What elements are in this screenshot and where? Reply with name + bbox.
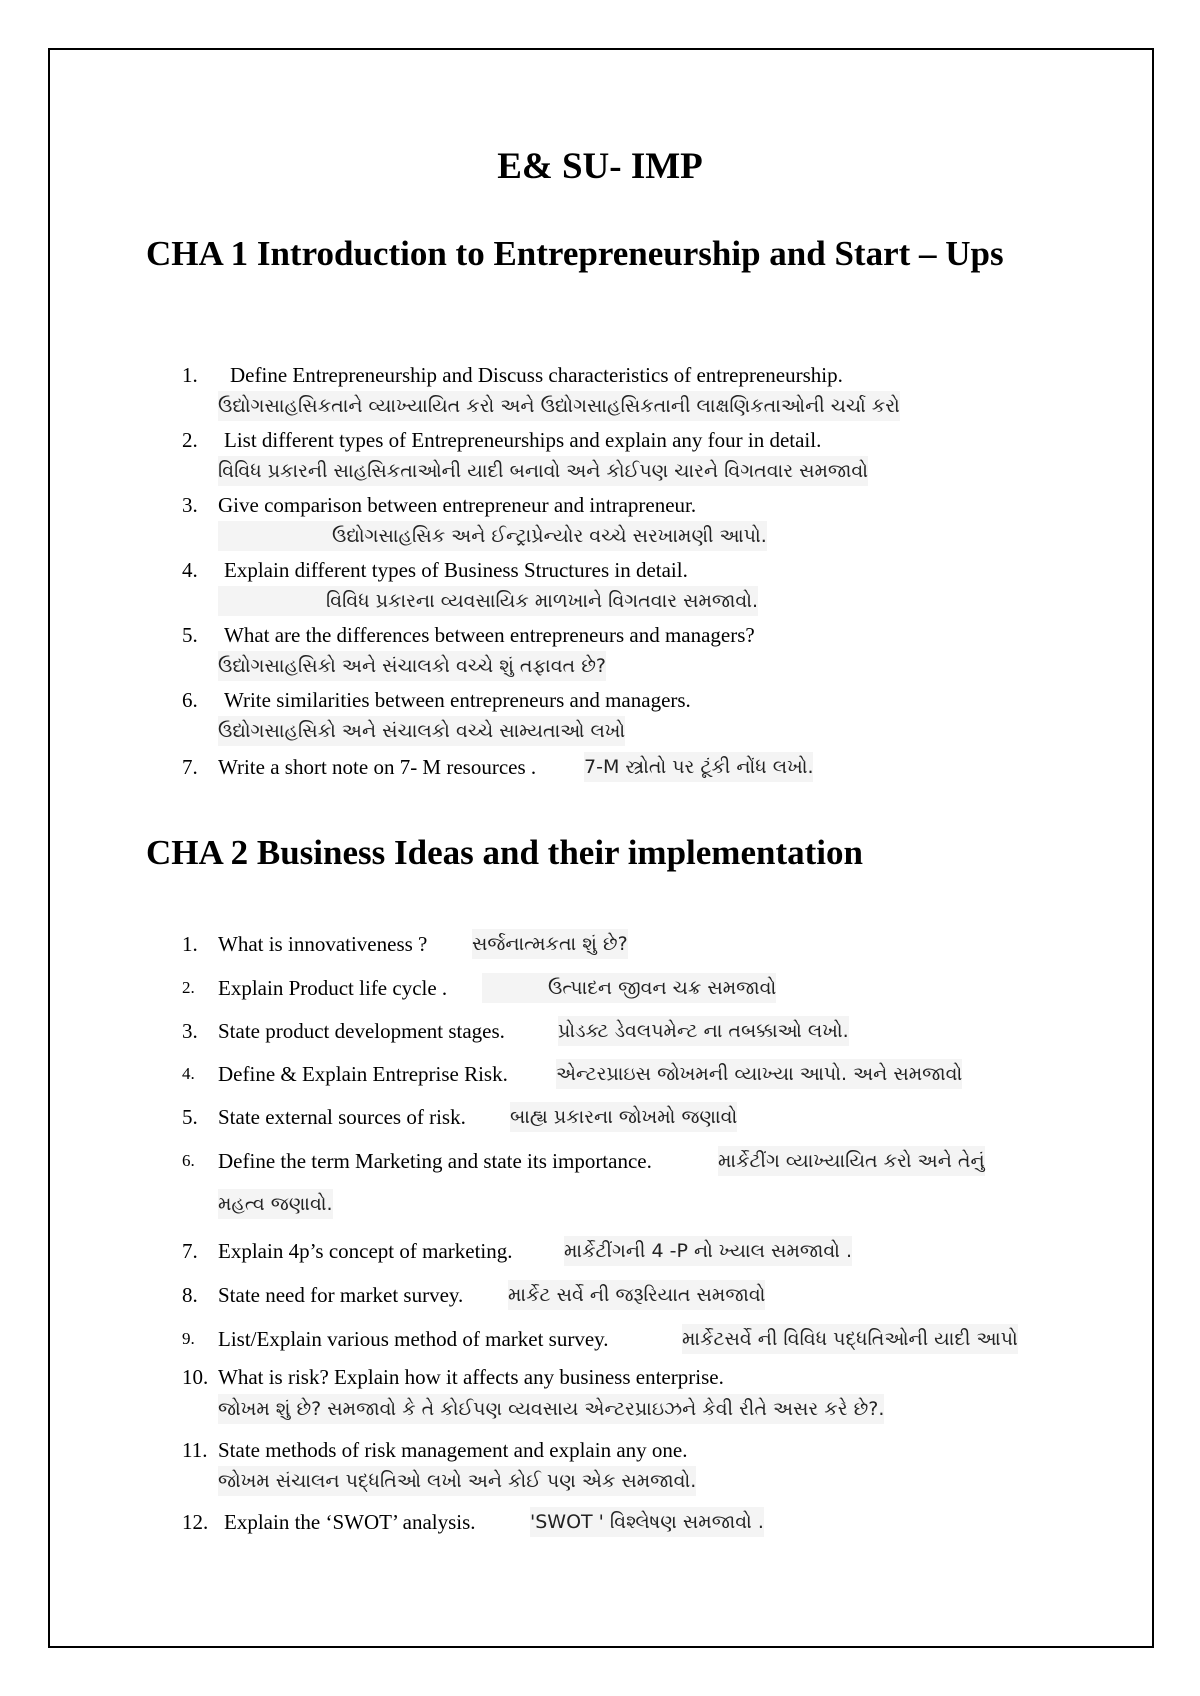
question-text-gu: ઉદ્યોગસાહસિક અને ઈન્ટ્રાપ્રેન્યોર વચ્ચે સરખામણી આપો. [218,521,767,551]
question-number: 11. [182,1438,208,1462]
question-text-en: What is risk? Explain how it affects any business enterprise. [218,1365,724,1389]
question-text-en: Define the term Marketing and state its importance. [218,1149,652,1173]
question-number: 2. [182,978,195,997]
question-text-gu: માર્કેટ સર્વે ની જરૂરિયાત સમજાવો [508,1280,765,1310]
question-number: 5. [182,1105,198,1129]
question-text-en: State need for market survey. [218,1283,464,1307]
question-number: 5. [182,623,198,647]
question-text-gu: ઉદ્યોગસાહસિકો અને સંચાલકો વચ્ચે સામ્યતાઓ લખો [218,716,625,746]
question-text-en: Write similarities between entrepreneurs and managers. [224,688,691,712]
question-text-gu: 'SWOT ' વિશ્લેષણ સમજાવો . [530,1507,764,1537]
question-text-gu: ઉત્પાદન જીવન ચક્ર સમજાવો [482,973,776,1003]
question-text-en: State external sources of risk. [218,1105,466,1129]
question-text-en: State product development stages. [218,1019,505,1043]
question-number: 1. [182,363,198,387]
question-text-en: Define & Explain Entreprise Risk. [218,1062,508,1086]
question-number: 2. [182,428,198,452]
question-text-gu: ઉદ્યોગસાહસિકો અને સંચાલકો વચ્ચે શું તફાવત છે? [218,651,606,681]
question-text-en: Explain 4p’s concept of marketing. [218,1239,513,1263]
question-number: 6. [182,1151,195,1170]
question-text-gu: વિવિધ પ્રકારના વ્યવસાયિક માળખાને વિગતવાર સમજાવો. [218,586,758,616]
question-text-gu: માર્કેટસર્વે ની વિવિધ પદ્ધતિઓની યાદી આપો [682,1324,1018,1354]
question-number: 12. [182,1510,209,1534]
question-text-gu: માર્કેટીંગની 4 -P નો ખ્યાલ સમજાવો . [564,1236,852,1266]
question-number: 6. [182,688,198,712]
chapter-1-heading: CHA 1 Introduction to Entrepreneurship and Start – Ups [146,234,1004,273]
question-text-gu: માર્કેટીંગ વ્યાખ્યાયિત કરો અને તેનું [718,1146,985,1176]
question-number: 1. [182,932,198,956]
question-text-en: Define Entrepreneurship and Discuss characteristics of entrepreneurship. [230,363,843,387]
question-text-gu-continued: મહત્વ જણાવો. [218,1189,333,1219]
question-number: 7. [182,1239,198,1263]
question-number: 3. [182,493,198,517]
question-text-en: What are the differences between entrepreneurs and managers? [224,623,755,647]
question-text-gu: 7-M સ્ત્રોતો પર ટૂંકી નોંધ લખો. [584,752,813,782]
question-text-en: Explain Product life cycle . [218,976,448,1000]
question-text-en: State methods of risk management and explain any one. [218,1438,688,1462]
question-text-gu: જોખમ શું છે? સમજાવો કે તે કોઈપણ વ્યવસાય એન્ટરપ્રાઇઝને કેવી રીતે અસર કરે છે?. [218,1394,884,1424]
chapter-2-heading: CHA 2 Business Ideas and their implementation [146,833,863,872]
question-number: 4. [182,558,198,582]
question-text-gu: એન્ટરપ્રાઇસ જોખમની વ્યાખ્યા આપો. અને સમજાવો [556,1059,962,1089]
question-number: 7. [182,755,198,779]
question-text-en: Write a short note on 7- M resources . [218,755,537,779]
question-number: 9. [182,1329,195,1348]
question-text-gu: બાહ્ય પ્રકારના જોખમો જણાવો [510,1102,737,1132]
question-text-gu: ઉદ્યોગસાહસિકતાને વ્યાખ્યાયિત કરો અને ઉદ્યોગસાહસિકતાની લાક્ષણિકતાઓની ચર્ચા કરો [218,391,900,421]
question-text-en: List/Explain various method of market survey. [218,1327,609,1351]
question-text-en: Give comparison between entrepreneur and intrapreneur. [218,493,697,517]
question-text-gu: પ્રોડક્ટ ડેવલપમેન્ટ ના તબક્કાઓ લખો. [558,1016,849,1046]
document-title: E& SU- IMP [497,146,703,187]
question-text-en: Explain the ‘SWOT’ analysis. [224,1510,476,1534]
question-number: 4. [182,1064,195,1083]
question-number: 3. [182,1019,198,1043]
question-text-gu: વિવિધ પ્રકારની સાહસિકતાઓની યાદી બનાવો અને કોઈપણ ચારને વિગતવાર સમજાવો [218,456,868,486]
question-text-gu: જોખમ સંચાલન પદ્ધતિઓ લખો અને કોઈ પણ એક સમજાવો. [218,1466,696,1496]
question-text-en: What is innovativeness ? [218,932,428,956]
question-number: 10. [182,1365,209,1389]
question-text-gu: સર્જનાત્મકતા શું છે? [472,929,628,959]
question-number: 8. [182,1283,198,1307]
question-text-en: Explain different types of Business Structures in detail. [224,558,688,582]
question-text-en: List different types of Entrepreneurships and explain any four in detail. [224,428,822,452]
